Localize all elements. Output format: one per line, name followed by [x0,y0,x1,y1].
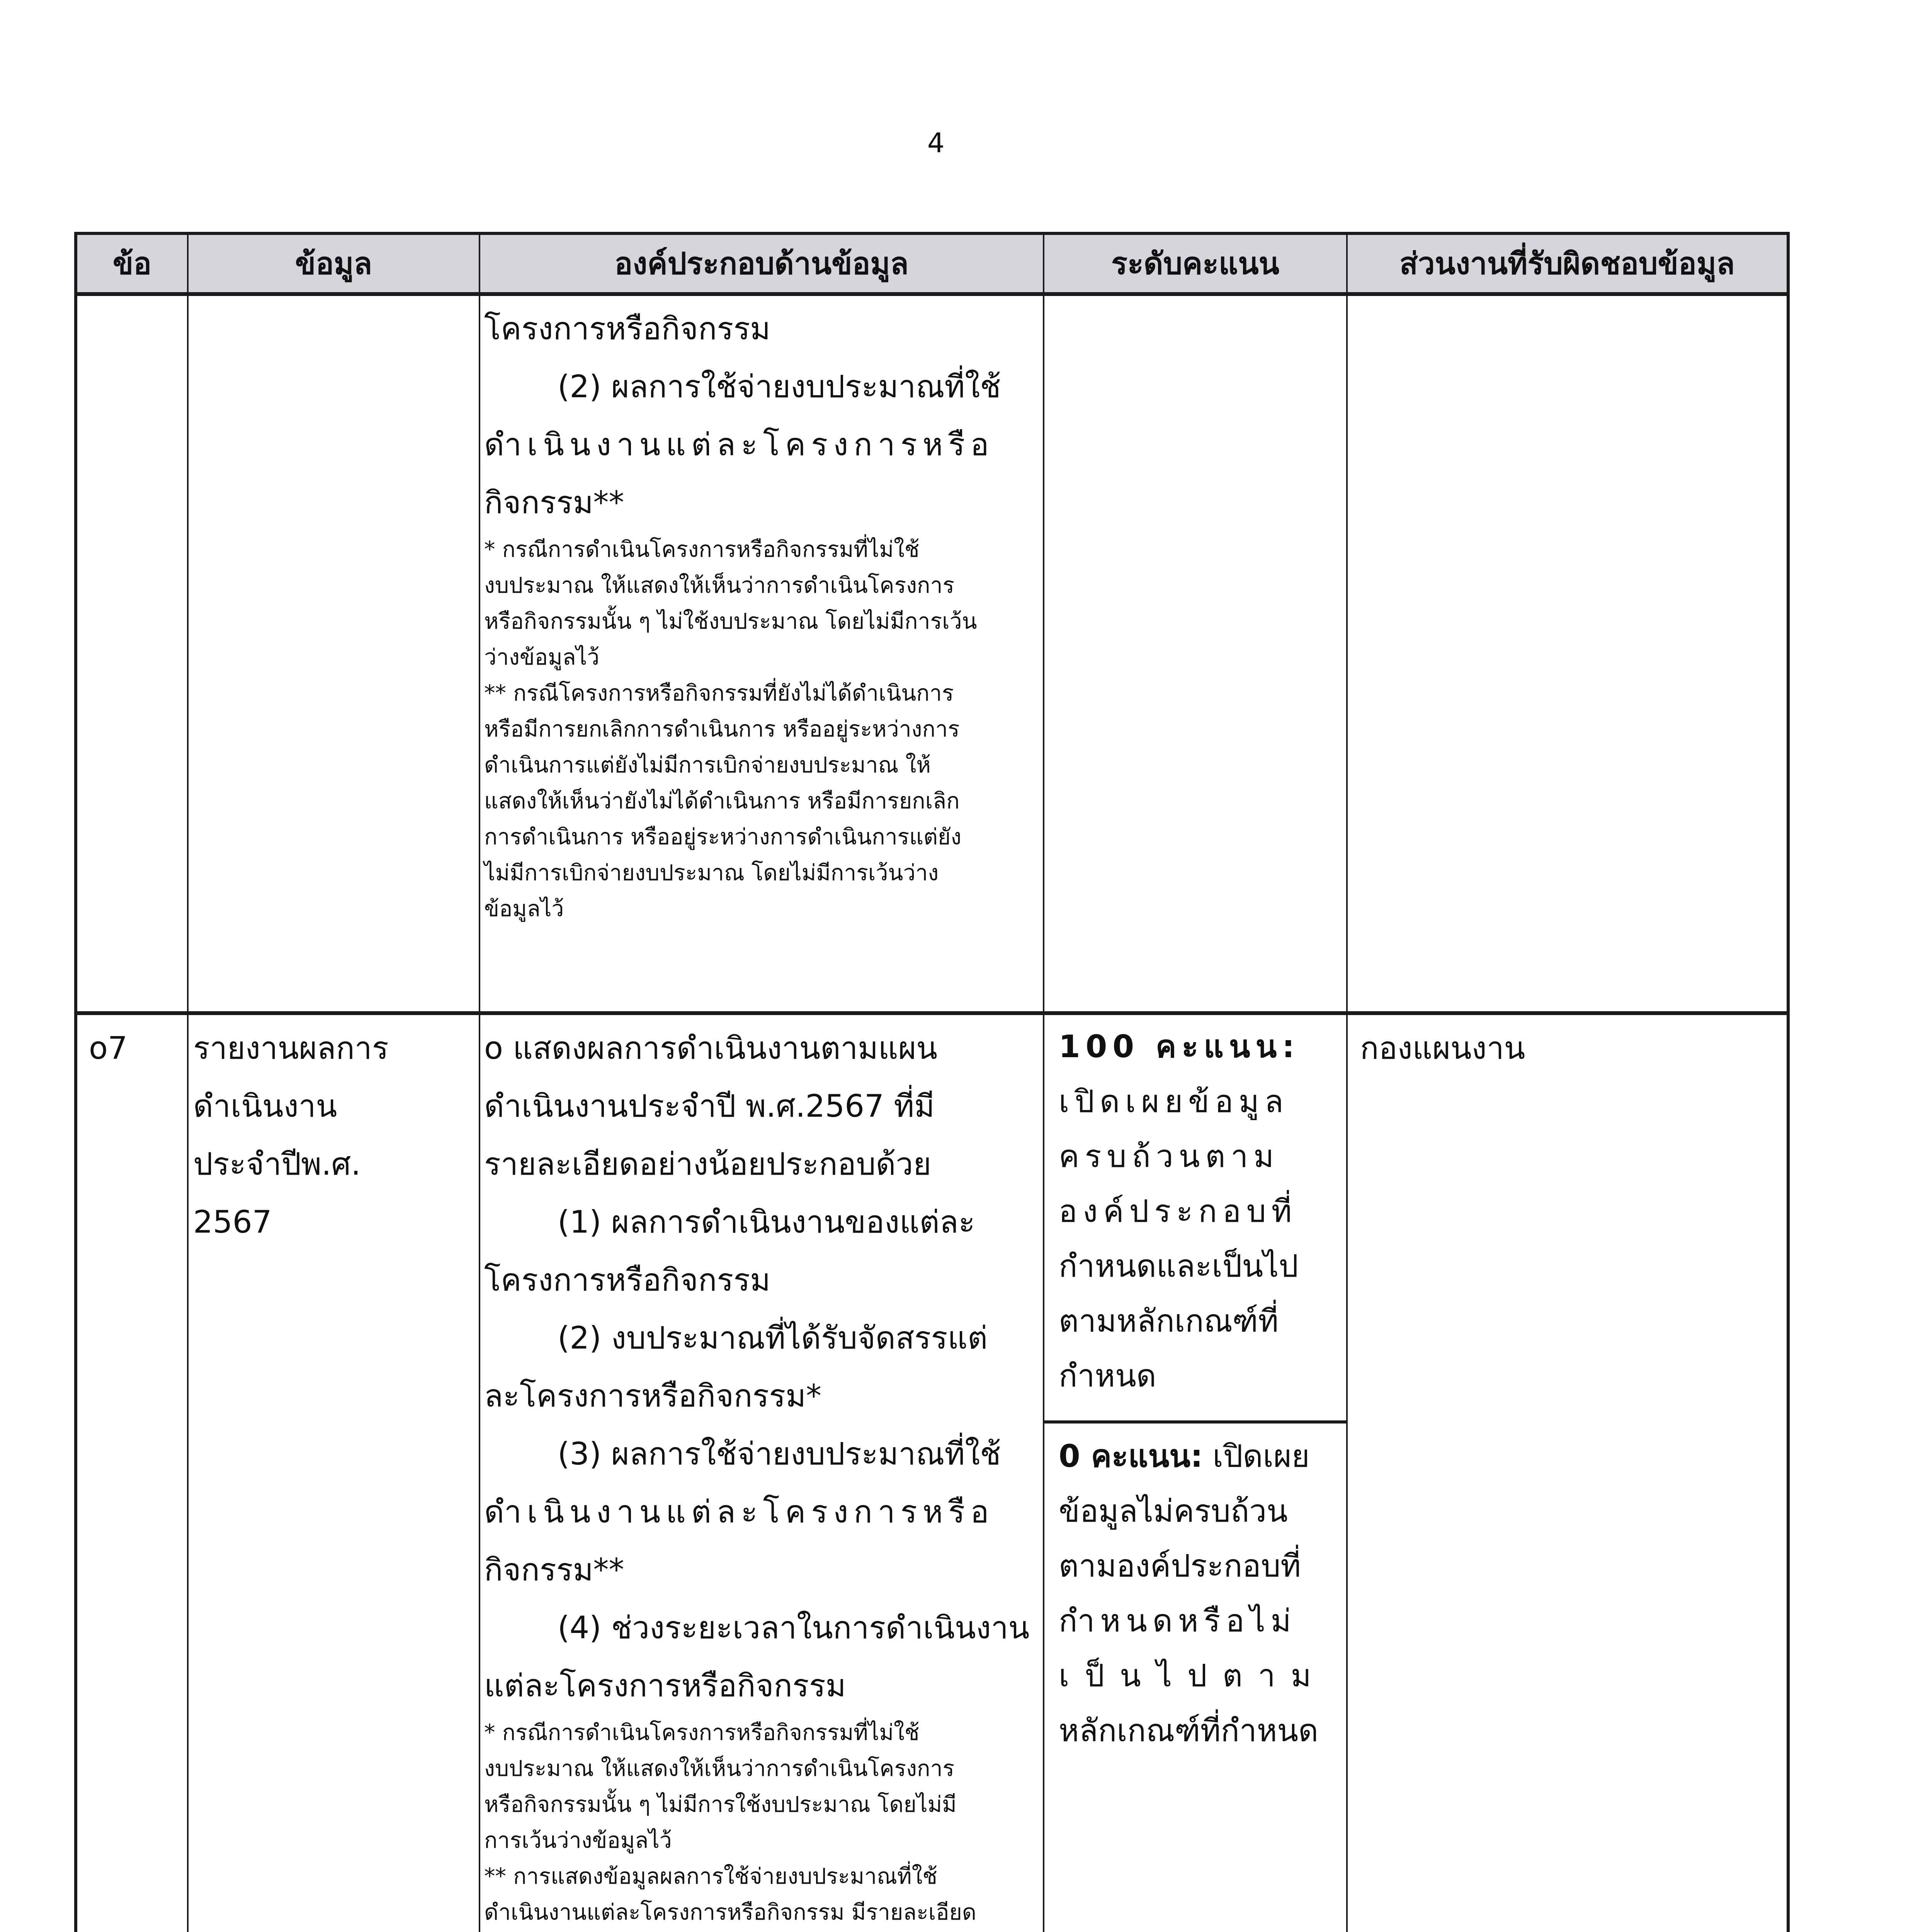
info-line: 2567 [193,1204,272,1240]
score-divider [1044,1420,1346,1423]
score-line: กำหนดหรือไม่ [1059,1603,1297,1639]
component-line: ดำเนินงานประจำปี พ.ศ.2567 ที่มี [484,1088,935,1124]
note-line [484,1930,1041,1932]
score-line: หลักเกณฑ์ที่กำหนด [1059,1713,1319,1748]
score-zero [1059,1429,1337,1758]
component-line: โครงการหรือกิจกรรม [484,1262,771,1298]
info-line: รายงานผลการ [193,1030,389,1066]
component-line: รายละเอียดอย่างน้อยประกอบด้วย [484,1146,932,1182]
note-line: ว่างข้อมูลไว้ [484,645,600,670]
header-score-level: ระดับคะแนน [1111,247,1279,281]
note-line: ** การแสดงข้อมูลผลการใช้จ่ายงบประมาณที่ใช้ [484,1864,938,1889]
note-line: หรือกิจกรรมนั้น ๆ ไม่มีการใช้งบประมาณ โดยไม่มี [484,1792,957,1817]
component-line: ดำเนินงานแต่ละโครงการหรือ [484,427,995,463]
note-line: ดำเนินงานแต่ละโครงการหรือกิจกรรม มีรายละเอียด [484,1900,976,1925]
score-zero-first: เปิดเผย [1212,1438,1310,1474]
note-line: ข้อมูลไว้ [484,896,564,922]
score-line: กำหนด [1059,1358,1156,1394]
score-line: เปิดเผยข้อมูล [1059,1083,1289,1119]
header-responsible: ส่วนงานที่รับผิดชอบข้อมูล [1399,247,1735,281]
row2-responsible: กองแผนงาน [1360,1030,1525,1066]
component-line: แต่ละโครงการหรือกิจกรรม [484,1668,846,1704]
info-line: ประจำปีพ.ศ. [193,1146,361,1182]
row-divider [77,1011,1787,1015]
header-components: องค์ประกอบด้านข้อมูล [614,247,909,281]
component-line: o แสดงผลการดำเนินงานตามแผน [484,1030,938,1066]
note-line: * กรณีการดำเนินโครงการหรือกิจกรรมที่ไม่ใช้ [484,1720,920,1745]
row2-components [484,1019,1041,1932]
component-line: (3) ผลการใช้จ่ายงบประมาณที่ใช้ [558,1436,1001,1472]
score-line: เป็นไปตาม [1059,1658,1327,1694]
page-number: 4 [927,127,945,159]
score-full [1059,1019,1337,1403]
score-line: ตามหลักเกณฑ์ที่ [1059,1303,1279,1339]
component-line: (2) งบประมาณที่ได้รับจัดสรรแต่ [558,1320,988,1356]
row1-notes [484,532,1041,927]
note-line: ดำเนินการแต่ยังไม่มีการเบิกจ่ายงบประมาณ ให้ [484,752,931,778]
column-divider [1346,235,1348,1932]
note-line: แสดงให้เห็นว่ายังไม่ได้ดำเนินการ หรือมีการยกเลิก [484,788,960,814]
component-line: กิจกรรม** [484,485,624,520]
row1-components [484,300,1041,927]
column-divider [1043,235,1044,1932]
score-zero-label: 0 คะแนน: [1059,1438,1203,1474]
component-line: (1) ผลการดำเนินงานของแต่ละ [558,1204,975,1240]
criteria-table [74,232,1790,1932]
note-line: หรือมีการยกเลิกการดำเนินการ หรืออยู่ระหว่างการ [484,716,960,742]
row2-notes [484,1715,1041,1932]
note-line: * กรณีการดำเนินโครงการหรือกิจกรรมที่ไม่ใช้ [484,537,920,562]
header-no: ข้อ [112,247,152,281]
score-line: องค์ประกอบที่ [1059,1193,1297,1229]
component-line: ละโครงการหรือกิจกรรม* [484,1378,822,1414]
score-line: ข้อมูลไม่ครบถ้วน [1059,1493,1288,1529]
table-header [77,235,1787,296]
column-divider [187,235,189,1932]
note-line: ไม่มีการเบิกจ่ายงบประมาณ โดยไม่มีการเว้นว่าง [484,860,939,886]
row2-info [193,1019,475,1251]
component-line: โครงการหรือกิจกรรม [484,311,771,347]
note-line: งบประมาณ ให้แสดงให้เห็นว่าการดำเนินโครงการ [484,573,955,598]
component-line: (2) ผลการใช้จ่ายงบประมาณที่ใช้ [558,369,1001,405]
component-line: กิจกรรม** [484,1552,624,1588]
score-full-label: 100 คะแนน: [1059,1029,1300,1065]
note-line: งบประมาณ ให้แสดงให้เห็นว่าการดำเนินโครงการ [484,1756,955,1781]
note-line: การเว้นว่างข้อมูลไว้ [484,1828,672,1853]
score-line: กำหนดและเป็นไป [1059,1248,1299,1284]
component-line: (4) ช่วงระยะเวลาในการดำเนินงาน [558,1610,1030,1646]
header-info: ข้อมูล [295,247,372,281]
component-line: ดำเนินงานแต่ละโครงการหรือ [484,1494,995,1530]
column-divider [479,235,480,1932]
note-line: การดำเนินการ หรืออยู่ระหว่างการดำเนินการแต่ยัง [484,824,962,850]
score-line: ตามองค์ประกอบที่ [1059,1548,1301,1584]
info-line: ดำเนินงาน [193,1088,337,1124]
note-line: หรือกิจกรรมนั้น ๆ ไม่ใช้งบประมาณ โดยไม่มีการเว้น [484,609,977,634]
row2-no: o7 [89,1030,128,1066]
note-line: ** กรณีโครงการหรือกิจกรรมที่ยังไม่ได้ดำเนินการ [484,680,954,706]
score-line: ครบถ้วนตาม [1059,1138,1279,1174]
